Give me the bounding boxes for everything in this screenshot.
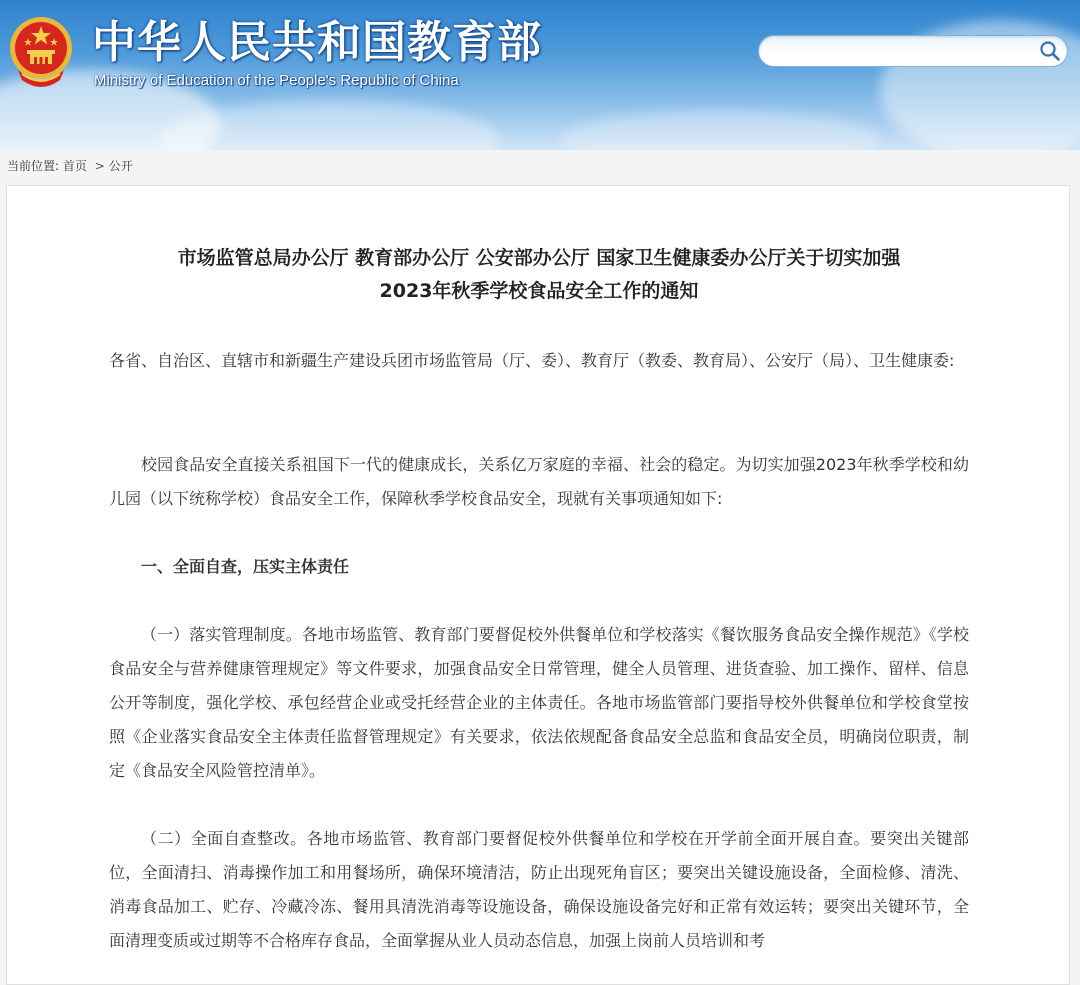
article-container [6, 185, 1070, 985]
article-title-line-2: 2023年秋季学校食品安全工作的通知 [379, 280, 699, 302]
search-box [758, 35, 1068, 67]
search-icon[interactable] [1039, 40, 1061, 62]
search-input[interactable] [773, 41, 1027, 63]
site-title: 中华人民共和国教育部 [92, 17, 542, 68]
breadcrumb-home-link[interactable]: 首页 [62, 159, 87, 173]
article-paragraph-item-2: （二）全面自查整改。各地市场监管、教育部门要督促校外供餐单位和学校在开学前全面开展自查。要突出关键部位，全面清扫、消毒操作加工和用餐场所，确保环境清洁，防止出现死角盲区；要突出关键设施设备，全面检修、清洗、消毒食品加工、贮存、冷藏冷冻、餐用具清洗消毒等设施设备，确保设施设备完好和正常有效运转；要突出关键环节，全面清理变质或过期等不合格库存食品，全面掌握从业人员动态信息，加强上岗前人员培训和考 [109, 829, 969, 950]
article-title-line-1: 市场监管总局办公厅 教育部办公厅 公安部办公厅 国家卫生健康委办公厅关于切实加强 [177, 247, 901, 269]
article-paragraph-item-1: （一）落实管理制度。各地市场监管、教育部门要督促校外供餐单位和学校落实《餐饮服务食品安全操作规范》《学校食品安全与营养健康管理规定》等文件要求，加强食品安全日常管理，健全人员管理、进货查验、加工操作、留样、信息公开等制度，强化学校、承包经营企业或受托经营企业的主体责任。各地市场监管部门要指导校外供餐单位和学校食堂按照《企业落实食品安全主体责任监督管理规定》有关要求，依法依规配备食品安全总监和食品安全员，明确岗位职责，制定《食品安全风险管控清单》。 [109, 625, 969, 780]
site-header [0, 0, 1080, 150]
breadcrumb-prefix: 当前位置: [7, 159, 60, 173]
section-heading: 一、全面自查，压实主体责任 [141, 557, 350, 576]
cloud-decoration [560, 110, 880, 150]
breadcrumb [7, 157, 133, 174]
site-subtitle: Ministry of Education of the People's Republic of China [94, 72, 459, 89]
article-recipients: 各省、自治区、直辖市和新疆生产建设兵团市场监管局（厅、委）、教育厅（教委、教育局）、公安厅（局）、卫生健康委: [109, 351, 955, 370]
breadcrumb-separator: > [94, 159, 105, 173]
article-title [7, 242, 1071, 308]
breadcrumb-current-link[interactable]: 公开 [108, 159, 133, 173]
article-intro: 校园食品安全直接关系祖国下一代的健康成长，关系亿万家庭的幸福、社会的稳定。为切实加强2023年秋季学校和幼儿园（以下统称学校）食品安全工作，保障秋季学校食品安全，现就有关事项通知如下: [109, 455, 969, 508]
national-emblem-icon [8, 14, 74, 90]
